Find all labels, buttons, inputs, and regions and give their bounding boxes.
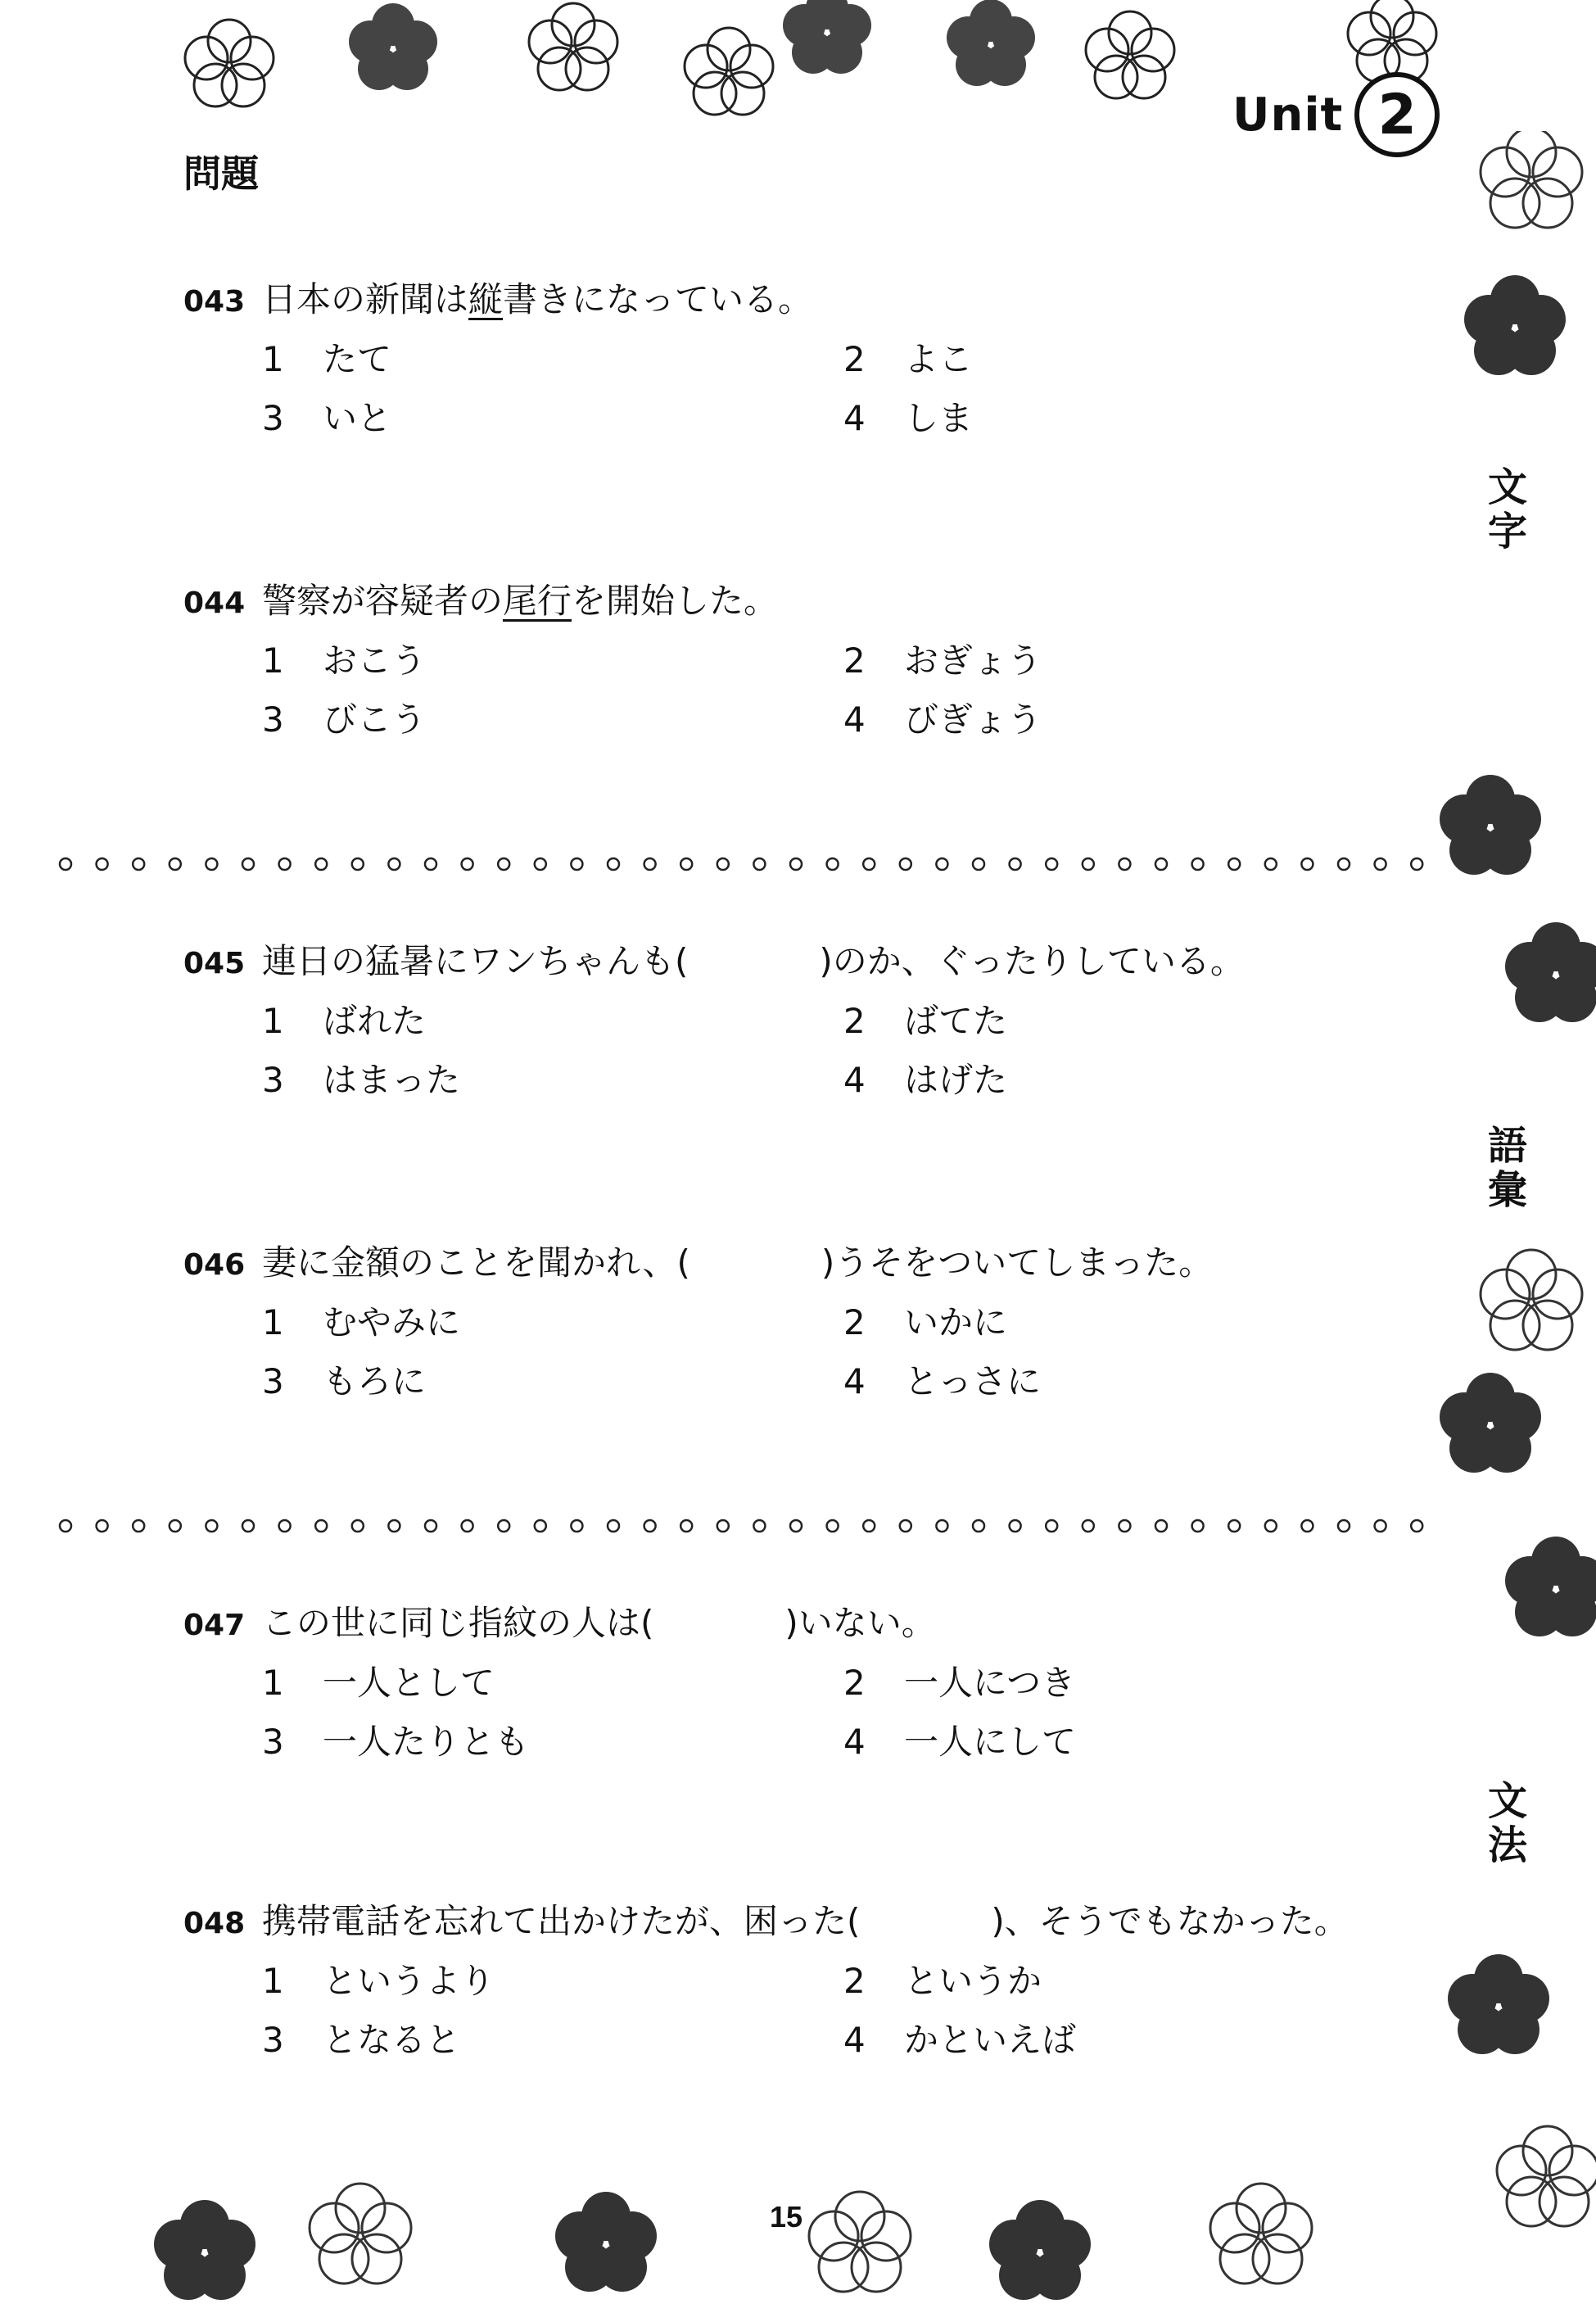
divider-dot [1119,1520,1130,1532]
divider-dot [1010,1520,1021,1532]
divider-dot [608,858,619,870]
question-stem [183,277,1412,325]
question-stem [183,1240,1412,1288]
divider-dot [170,858,181,870]
options [183,638,1412,743]
divider-dot [498,1520,509,1532]
divider-dot [315,1520,327,1532]
option-3[interactable]: 3 となると [262,2020,461,2060]
divider-dot [1265,858,1277,870]
question-stem [183,939,1412,987]
divider-dot [1338,1520,1350,1532]
option-1[interactable]: 1 たて [262,339,392,379]
divider-dot [462,1520,473,1532]
divider-dot [206,1520,217,1532]
divider-dot [1411,1520,1422,1532]
divider-dot [644,858,656,870]
question-number: 045 [183,947,246,980]
divider-dot [170,1520,181,1532]
question-047 [183,1600,1412,1765]
question-043 [183,277,1412,441]
question-number: 048 [183,1907,246,1940]
option-1[interactable]: 1 一人として [262,1663,495,1703]
option-4[interactable]: 4 びぎょう [843,699,1042,740]
question-044 [183,578,1412,743]
divider-dot [133,1520,144,1532]
option-2[interactable]: 2 おぎょう [843,640,1042,681]
divider-dot [1301,1520,1313,1532]
divider-dot [462,858,473,870]
divider-dot [644,1520,656,1532]
divider-dot [717,1520,729,1532]
question-stem [183,1600,1412,1649]
divider-dot [242,858,254,870]
divider-dot [1155,1520,1167,1532]
stem-before: 日本の新聞は [262,279,469,319]
divider-dot [608,1520,619,1532]
divider-dot [315,858,327,870]
divider-dot [388,1520,400,1532]
dotted-divider [57,852,1433,876]
divider-dot [571,1520,582,1532]
unit-label: Unit [1232,88,1344,142]
options [183,1300,1412,1405]
divider-dot [97,1520,108,1532]
divider-dot [790,858,802,870]
option-2[interactable]: 2 いかに [843,1302,1008,1342]
divider-dot [1083,1520,1094,1532]
divider-dot [863,1520,875,1532]
stem-after: )、そうでもなかった。 [991,1901,1349,1941]
option-1[interactable]: 1 ばれた [262,1001,427,1041]
question-045 [183,939,1412,1103]
divider-dot [1046,1520,1057,1532]
divider-dot [1010,858,1021,870]
divider-dot [279,858,291,870]
divider-dot [60,858,71,870]
divider-dot [97,858,108,870]
divider-dot [753,1520,765,1532]
divider-dot [352,1520,364,1532]
divider-dot [1411,858,1422,870]
divider-dot [936,858,947,870]
divider-dot [352,858,364,870]
divider-dot [425,858,436,870]
divider-dot [133,858,144,870]
underlined-word: 縦 [468,279,504,319]
question-048 [183,1899,1412,2063]
divider-dot [206,858,217,870]
divider-dot [425,1520,436,1532]
divider-dot [900,1520,911,1532]
option-2[interactable]: 2 というか [843,1961,1042,2001]
divider-dot [60,1520,71,1532]
side-label-moji: 文字 [1487,464,1527,554]
question-number: 043 [183,285,246,319]
stem-before: 連日の猛暑にワンちゃんも( [262,941,689,981]
option-3[interactable]: 3 びこう [262,699,427,740]
options [183,1660,1412,1765]
question-number: 044 [183,586,246,620]
option-4[interactable]: 4 とっさに [843,1361,1042,1401]
stem-after: )のか、ぐったりしている。 [819,941,1245,981]
divider-dot [388,858,400,870]
question-stem [183,578,1412,627]
divider-dot [680,858,692,870]
divider-dot [973,858,984,870]
divider-dot [1375,858,1386,870]
divider-dot [535,858,546,870]
option-2[interactable]: 2 ばてた [843,1001,1008,1041]
divider-dot [753,858,765,870]
divider-dot [1192,1520,1204,1532]
divider-dot [827,858,839,870]
option-1[interactable]: 1 むやみに [262,1302,461,1342]
options [183,337,1412,441]
stem-after: 書きになっている。 [503,279,813,319]
unit-number-badge: 2 [1354,72,1440,157]
divider-dot [1083,858,1094,870]
option-1[interactable]: 1 おこう [262,640,427,681]
divider-dot [900,858,911,870]
options [183,998,1412,1103]
divider-dot [1338,858,1350,870]
stem-after: )うそをついてしまった。 [821,1242,1214,1283]
divider-dot [279,1520,291,1532]
divider-dot [1119,858,1130,870]
question-046 [183,1240,1412,1405]
stem-before: この世に同じ指紋の人は( [262,1603,654,1643]
divider-dot [1228,1520,1240,1532]
divider-dot [863,858,875,870]
option-4[interactable]: 4 かといえば [843,2020,1077,2060]
divider-dot [1228,858,1240,870]
divider-dot [535,1520,546,1532]
stem-before: 携帯電話を忘れて出かけたが、困った( [262,1901,861,1941]
divider-dot [936,1520,947,1532]
divider-dot [498,858,509,870]
unit-header [1232,72,1440,157]
question-stem [183,1899,1412,1947]
option-3[interactable]: 3 いと [262,398,392,438]
side-label-goi: 語彙 [1487,1123,1527,1213]
divider-dot [827,1520,839,1532]
option-4[interactable]: 4 はげた [843,1060,1008,1100]
dotted-divider [57,1514,1433,1538]
divider-dot [680,1520,692,1532]
question-number: 047 [183,1609,246,1642]
page-number: 15 [770,2200,803,2234]
stem-after: を開始した。 [572,581,779,621]
floral-decoration-bottom [0,2154,1408,2322]
side-label-bunpo: 文法 [1487,1778,1527,1868]
option-1[interactable]: 1 というより [262,1961,495,2001]
stem-after: )いない。 [784,1603,936,1643]
underlined-word: 尾行 [503,581,572,621]
question-number: 046 [183,1248,246,1282]
option-3[interactable]: 3 はまった [262,1060,461,1100]
divider-dot [242,1520,254,1532]
divider-dot [717,858,729,870]
divider-dot [1155,858,1167,870]
section-title: 問題 [183,152,259,196]
divider-dot [1192,858,1204,870]
divider-dot [1375,1520,1386,1532]
option-4[interactable]: 4 しま [843,398,974,438]
option-3[interactable]: 3 一人たりとも [262,1722,530,1762]
stem-before: 妻に金額のことを聞かれ、( [262,1242,690,1283]
divider-dot [1301,858,1313,870]
divider-dot [571,858,582,870]
divider-dot [790,1520,802,1532]
option-4[interactable]: 4 一人にして [843,1722,1077,1762]
option-2[interactable]: 2 一人につき [843,1663,1076,1703]
divider-dot [973,1520,984,1532]
option-3[interactable]: 3 もろに [262,1361,427,1401]
option-2[interactable]: 2 よこ [843,339,974,379]
options [183,1958,1412,2063]
stem-before: 警察が容疑者の [262,581,504,621]
divider-dot [1265,1520,1277,1532]
divider-dot [1046,858,1057,870]
